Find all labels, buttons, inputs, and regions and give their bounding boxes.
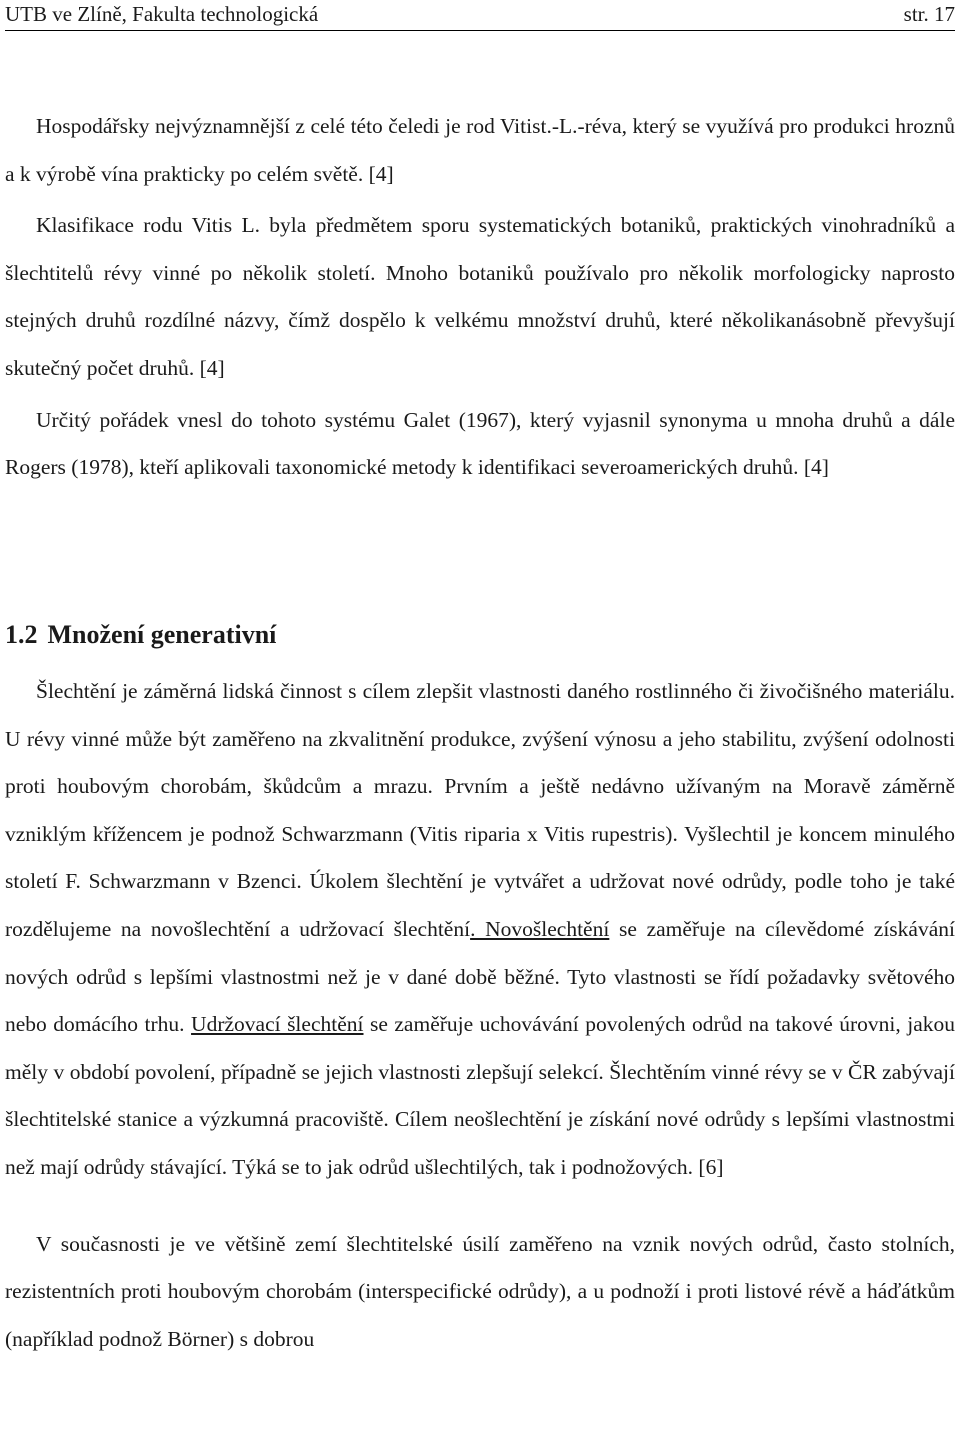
paragraph-spacer bbox=[5, 1192, 955, 1221]
page-header bbox=[5, 0, 955, 31]
paragraph-text: se zaměřuje uchovávání povolených odrůd na takové úrovni, jakou měly v období povolení, případně se jejich vlastnosti zlepšují selekcí. Šlechtěním vinné révy se v ČR zabývají šlechtitelské stanice a výzkumná pracoviště. Cílem neošlechtění je získání nové odrůdy s lepšími vlastnostmi než mají odrůdy stávající. Týká se to jak odrůd ušlechtilých, tak i podnožových. [6] bbox=[5, 1012, 956, 1179]
section-title-text: Množení generativní bbox=[47, 620, 277, 649]
header-page-number: str. 17 bbox=[903, 2, 955, 26]
paragraph: V současnosti je ve většině zemí šlechtitelské úsilí zaměřeno na vznik nových odrůd, často stolních, rezistentních proti houbovým chorobám (interspecifické odrůdy), a u podnoží i proti listové révě a háďátkům (například podnož Börner) s dobrou bbox=[5, 1231, 955, 1351]
paragraph: Určitý pořádek vnesl do tohoto systému Galet (1967), který vyjasnil synonyma u mnoha druhů a dále Rogers (1978), kteří aplikovali taxonomické metody k identifikaci severoamerických druhů. [4] bbox=[5, 407, 955, 480]
paragraph-text: Šlechtění je záměrná lidská činnost s cílem zlepšit vlastnosti daného rostlinného či živočišného materiálu. U révy vinné může být zaměřeno na zkvalitnění produkce, zvýšení výnosu a jeho stabilitu, zvýšení odolnosti proti houbovým chorobám, škůdcům a mrazu. Prvním a ještě nedávno užívaným na Moravě záměrně vzniklým křížencem je podnož Schwarzmann (Vitis riparia x Vitis rupestris). Vyšlechtil je koncem minulého století F. Schwarzmann v Bzenci. Úkolem šlechtění je vytvářet a udržovat nové odrůdy, podle toho je také rozdělujeme na novošlechtění a udržovací šlechtění bbox=[5, 679, 955, 941]
underlined-term-udrzovaci: Udržovací šlechtění bbox=[191, 1012, 364, 1037]
body-text-section bbox=[5, 668, 955, 1363]
paragraph bbox=[5, 668, 955, 1192]
section-number: 1.2 bbox=[5, 620, 38, 649]
paragraph-text: se zaměřuje na cílevědomé získávání nových odrůd s lepšími vlastnostmi než je v dané době běžné. Tyto vlastnosti se řídí požadavky světového nebo domácího trhu. bbox=[5, 916, 955, 1037]
underlined-term-novoslechteni: . Novošlechtění bbox=[470, 916, 610, 941]
body-text-top bbox=[5, 103, 955, 492]
header-institution: UTB ve Zlíně, Fakulta technologická bbox=[5, 2, 319, 26]
paragraph: Klasifikace rodu Vitis L. byla předmětem sporu systematických botaniků, praktických vinohradníků a šlechtitelů révy vinné po několik století. Mnoho botaniků používalo pro několik morfologicky naprosto stejných druhů rozdílné názvy, čímž dospělo k velkému množství druhů, které několikanásobně převyšují skutečný počet druhů. [4] bbox=[5, 213, 955, 380]
section-heading bbox=[5, 615, 276, 655]
paragraph: Hospodářsky nejvýznamnější z celé této čeledi je rod Vitist.-L.-réva, který se využívá pro produkci hroznů a k výrobě vína prakticky po celém světě. [4] bbox=[5, 114, 955, 186]
